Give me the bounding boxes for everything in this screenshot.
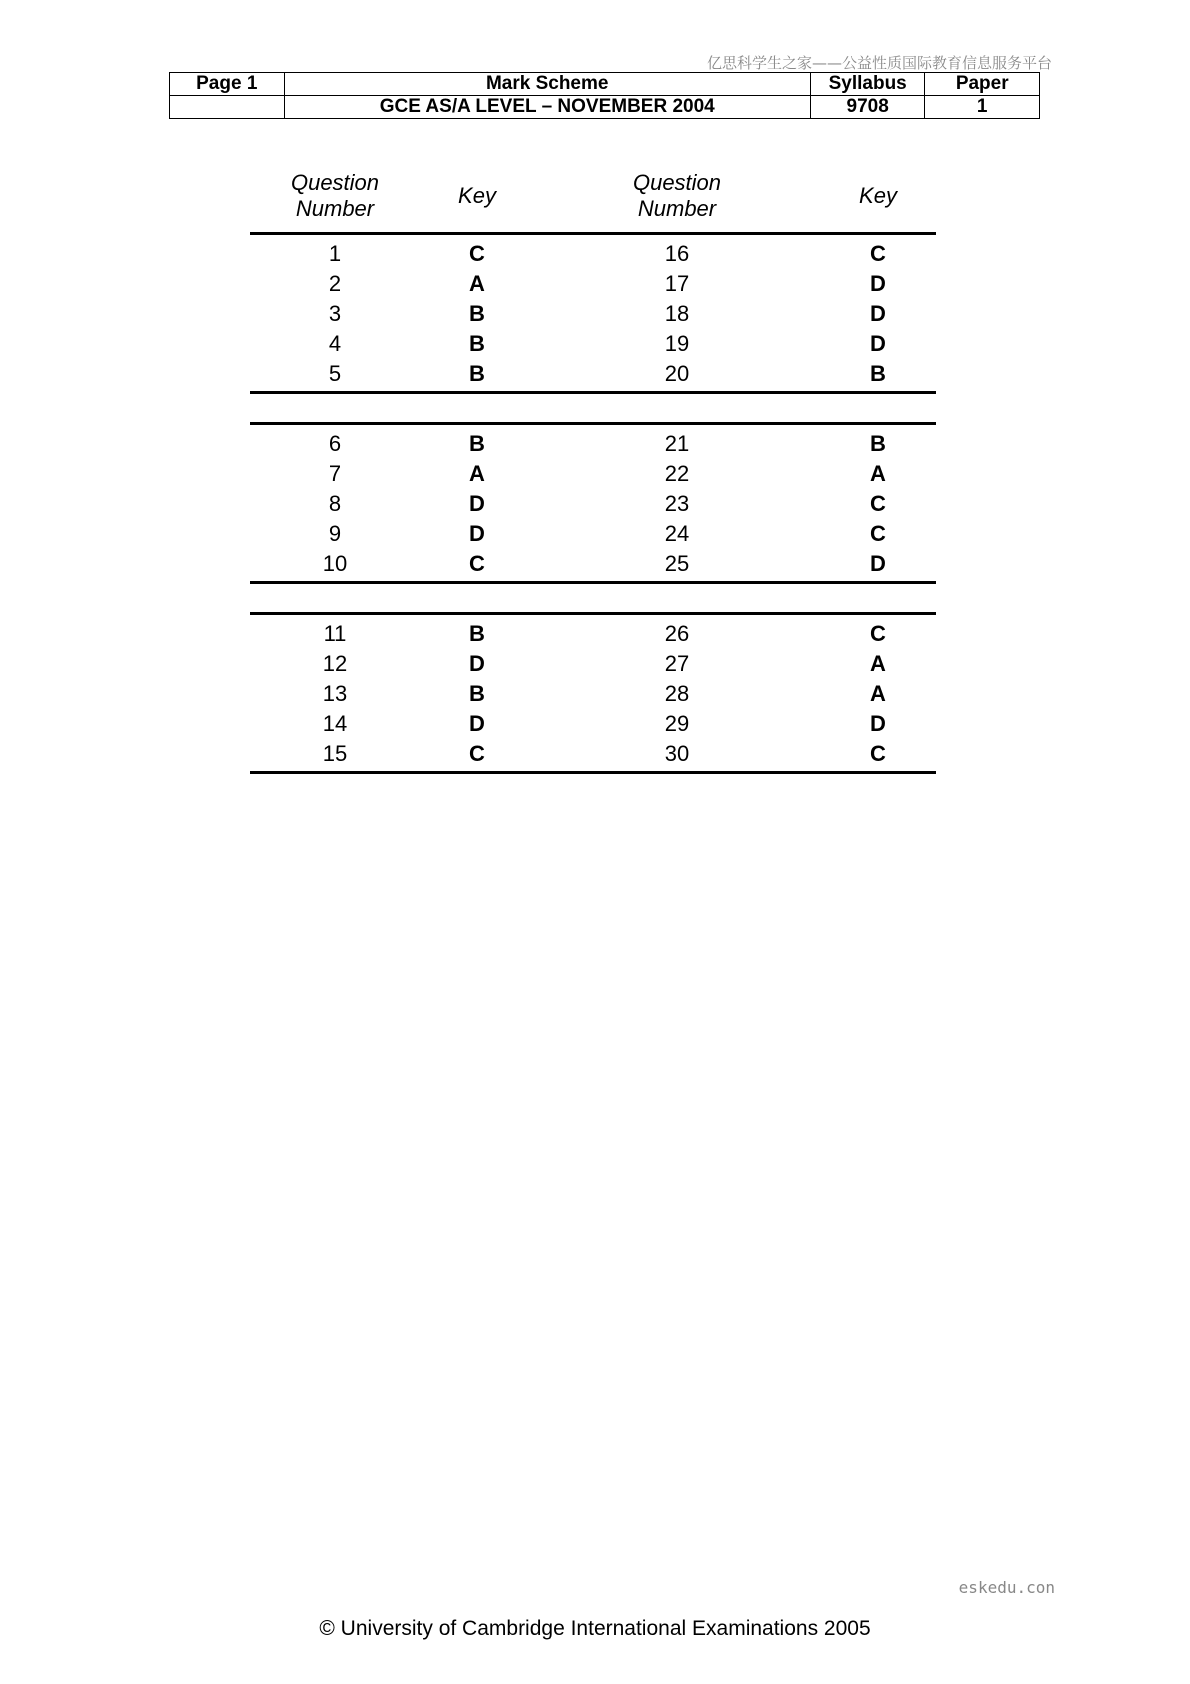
question-number: 14	[322, 711, 348, 736]
question-number: 12	[322, 651, 348, 676]
table-row	[250, 649, 936, 679]
answer-key: B	[469, 301, 485, 326]
copyright-footer: © University of Cambridge International Examinations 2005	[319, 1617, 871, 1640]
table-row	[250, 549, 936, 579]
answer-key: C	[870, 741, 886, 766]
answer-key: B	[469, 331, 485, 356]
answer-key: A	[870, 651, 886, 676]
question-header-line1: Question	[632, 170, 722, 195]
answer-key: D	[870, 331, 886, 356]
answer-key: C	[870, 241, 886, 266]
question-number: 28	[664, 681, 690, 706]
syllabus-label: Syllabus	[810, 73, 925, 96]
group-spacer	[250, 584, 936, 615]
answer-key: C	[469, 741, 485, 766]
answer-key: C	[469, 241, 485, 266]
question-number: 7	[328, 461, 342, 486]
question-number-header-2	[534, 170, 820, 222]
answer-group	[250, 235, 936, 394]
question-number: 4	[328, 331, 342, 356]
answer-groups	[250, 235, 936, 774]
question-number: 15	[322, 741, 348, 766]
table-row	[250, 619, 936, 649]
table-row	[250, 329, 936, 359]
table-row	[250, 709, 936, 739]
question-number: 21	[664, 431, 690, 456]
table-row	[250, 489, 936, 519]
watermark-bottom-text: eskedu.con	[958, 1578, 1055, 1597]
answer-key: D	[469, 521, 485, 546]
question-number: 9	[328, 521, 342, 546]
question-number: 22	[664, 461, 690, 486]
answer-key: C	[469, 551, 485, 576]
table-row	[250, 519, 936, 549]
answer-key: B	[469, 621, 485, 646]
answer-key: A	[469, 271, 485, 296]
question-number-header	[250, 170, 420, 222]
key-header-2: Key	[859, 183, 897, 208]
question-number: 25	[664, 551, 690, 576]
answer-key: D	[870, 711, 886, 736]
question-number: 26	[664, 621, 690, 646]
paper-label: Paper	[925, 73, 1040, 96]
question-number: 17	[664, 271, 690, 296]
question-number: 23	[664, 491, 690, 516]
key-header: Key	[458, 183, 496, 208]
table-row	[250, 239, 936, 269]
question-number: 18	[664, 301, 690, 326]
page-label: Page 1	[170, 73, 285, 96]
question-number: 27	[664, 651, 690, 676]
table-row	[250, 739, 936, 769]
answer-group	[250, 425, 936, 584]
answer-key: A	[870, 461, 886, 486]
question-number: 6	[328, 431, 342, 456]
table-row	[250, 459, 936, 489]
question-number: 19	[664, 331, 690, 356]
answer-key-header	[250, 160, 936, 235]
question-number: 11	[323, 621, 347, 646]
paper-value: 1	[925, 96, 1040, 119]
answer-key: D	[870, 271, 886, 296]
mark-scheme-label: Mark Scheme	[284, 73, 810, 96]
syllabus-value: 9708	[810, 96, 925, 119]
question-number: 16	[664, 241, 690, 266]
answer-key: B	[469, 681, 485, 706]
exam-title: GCE AS/A LEVEL – NOVEMBER 2004	[284, 96, 810, 119]
question-number: 5	[328, 361, 342, 386]
question-number: 30	[664, 741, 690, 766]
answer-key: C	[870, 521, 886, 546]
group-spacer	[250, 394, 936, 425]
question-number: 2	[328, 271, 342, 296]
question-number: 10	[322, 551, 348, 576]
header-table	[169, 72, 1040, 119]
question-number: 1	[328, 241, 342, 266]
watermark-top-text: 亿思科学生之家——公益性质国际教育信息服务平台	[706, 54, 1052, 72]
answer-group	[250, 615, 936, 774]
question-number: 29	[664, 711, 690, 736]
answer-key: D	[870, 301, 886, 326]
answer-key: C	[870, 491, 886, 516]
table-row	[250, 429, 936, 459]
answer-key: B	[469, 361, 485, 386]
answer-key: B	[870, 431, 886, 456]
table-row	[250, 269, 936, 299]
question-number: 8	[328, 491, 342, 516]
table-row	[250, 359, 936, 389]
question-number: 20	[664, 361, 690, 386]
table-row	[250, 679, 936, 709]
empty-cell	[170, 96, 285, 119]
answer-key: C	[870, 621, 886, 646]
question-number: 3	[328, 301, 342, 326]
question-number: 13	[322, 681, 348, 706]
answer-key: D	[469, 651, 485, 676]
answer-key: B	[469, 431, 485, 456]
answer-key: D	[469, 711, 485, 736]
question-header-line2: Number	[637, 196, 717, 221]
answer-key: B	[870, 361, 886, 386]
answer-key: A	[870, 681, 886, 706]
answer-key: D	[469, 491, 485, 516]
question-header-line1: Question	[290, 170, 380, 195]
answer-key: A	[469, 461, 485, 486]
question-number: 24	[664, 521, 690, 546]
answer-key-table	[250, 160, 936, 774]
table-row	[250, 299, 936, 329]
question-header-line2: Number	[295, 196, 375, 221]
answer-key: D	[870, 551, 886, 576]
